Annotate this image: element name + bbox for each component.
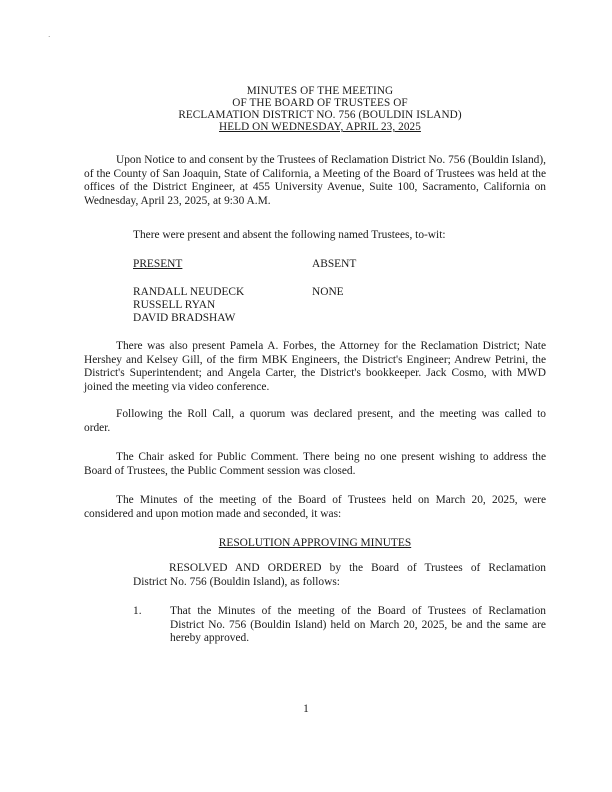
public-comment-line-2: Board of Trustees, the Public Comment session was closed.	[84, 464, 356, 477]
minutes-line-2: considered and upon motion made and seconded, it was:	[84, 507, 342, 520]
present-intro: There were present and absent the following named Trustees, to-wit:	[133, 229, 446, 241]
public-comment-paragraph	[84, 451, 546, 478]
heading-line-2: OF THE BOARD OF TRUSTEES OF	[232, 97, 408, 109]
item-1-line-1: That the Minutes of the meeting of the Board of Trustees of Reclamation	[170, 605, 546, 617]
also-present-paragraph	[84, 340, 546, 394]
resolved-paragraph	[133, 562, 546, 589]
item-1-text	[170, 605, 546, 646]
minutes-heading	[110, 85, 530, 133]
also-present-line-2: Hershey and Kelsey Gill, of the firm MBK Engineers, the District's Engineer; Andrew Petrini, the	[84, 353, 546, 366]
resolution-title: RESOLUTION APPROVING MINUTES	[218, 537, 412, 549]
notice-paragraph	[84, 154, 546, 208]
item-1-line-2: District No. 756 (Bouldin Island) held on March 20, 2025, be and the same are	[170, 618, 546, 631]
minutes-line-1: The Minutes of the meeting of the Board of Trustees held on March 20, 2025, were	[116, 494, 546, 506]
minutes-paragraph	[84, 494, 546, 521]
also-present-line-4: joined the meeting via video conference.	[84, 380, 270, 393]
absent-header: ABSENT	[312, 258, 357, 270]
heading-line-3: RECLAMATION DISTRICT NO. 756 (BOULDIN ISLAND)	[178, 109, 462, 121]
item-1-line-3: hereby approved.	[170, 632, 250, 645]
resolved-line-1: RESOLVED AND ORDERED by the Board of Trustees of Reclamation	[169, 562, 546, 574]
notice-line-4: Wednesday, April 23, 2025, at 9:30 A.M.	[84, 194, 271, 207]
also-present-line-1: There was also present Pamela A. Forbes, the Attorney for the Reclamation District; Nate	[116, 340, 546, 352]
absent-trustee: NONE	[312, 286, 344, 298]
also-present-line-3: District's Superintendent; and Angela Carter, the District's bookkeeper. Jack Cosmo, with MWD	[84, 367, 546, 380]
present-trustee: RUSSELL RYAN	[133, 299, 216, 311]
item-number: 1.	[133, 605, 142, 617]
notice-line-3: offices of the District Engineer, at 455 University Avenue, Suite 100, Sacramento, California on	[84, 181, 546, 194]
page-number: 1	[303, 703, 309, 715]
notice-line-1: Upon Notice to and consent by the Trustees of Reclamation District No. 756 (Bouldin Island),	[116, 154, 546, 166]
roll-call-paragraph	[84, 408, 546, 435]
present-header: PRESENT	[133, 258, 183, 270]
heading-line-1: MINUTES OF THE MEETING	[246, 85, 394, 97]
heading-line-4: HELD ON WEDNESDAY, APRIL 23, 2025	[219, 121, 421, 133]
public-comment-line-1: The Chair asked for Public Comment. There being no one present wishing to address the	[116, 451, 546, 463]
roll-call-line-2: order.	[84, 421, 111, 434]
roll-call-line-1: Following the Roll Call, a quorum was declared present, and the meeting was called to	[116, 408, 546, 420]
present-trustee: RANDALL NEUDECK	[133, 286, 245, 298]
present-trustee: DAVID BRADSHAW	[133, 312, 236, 324]
notice-line-2: of the County of San Joaquin, State of California, a Meeting of the Board of Trustees was held at the	[84, 167, 546, 180]
resolved-line-2: District No. 756 (Bouldin Island), as follows:	[133, 575, 340, 588]
scan-speck: ·	[48, 33, 51, 41]
